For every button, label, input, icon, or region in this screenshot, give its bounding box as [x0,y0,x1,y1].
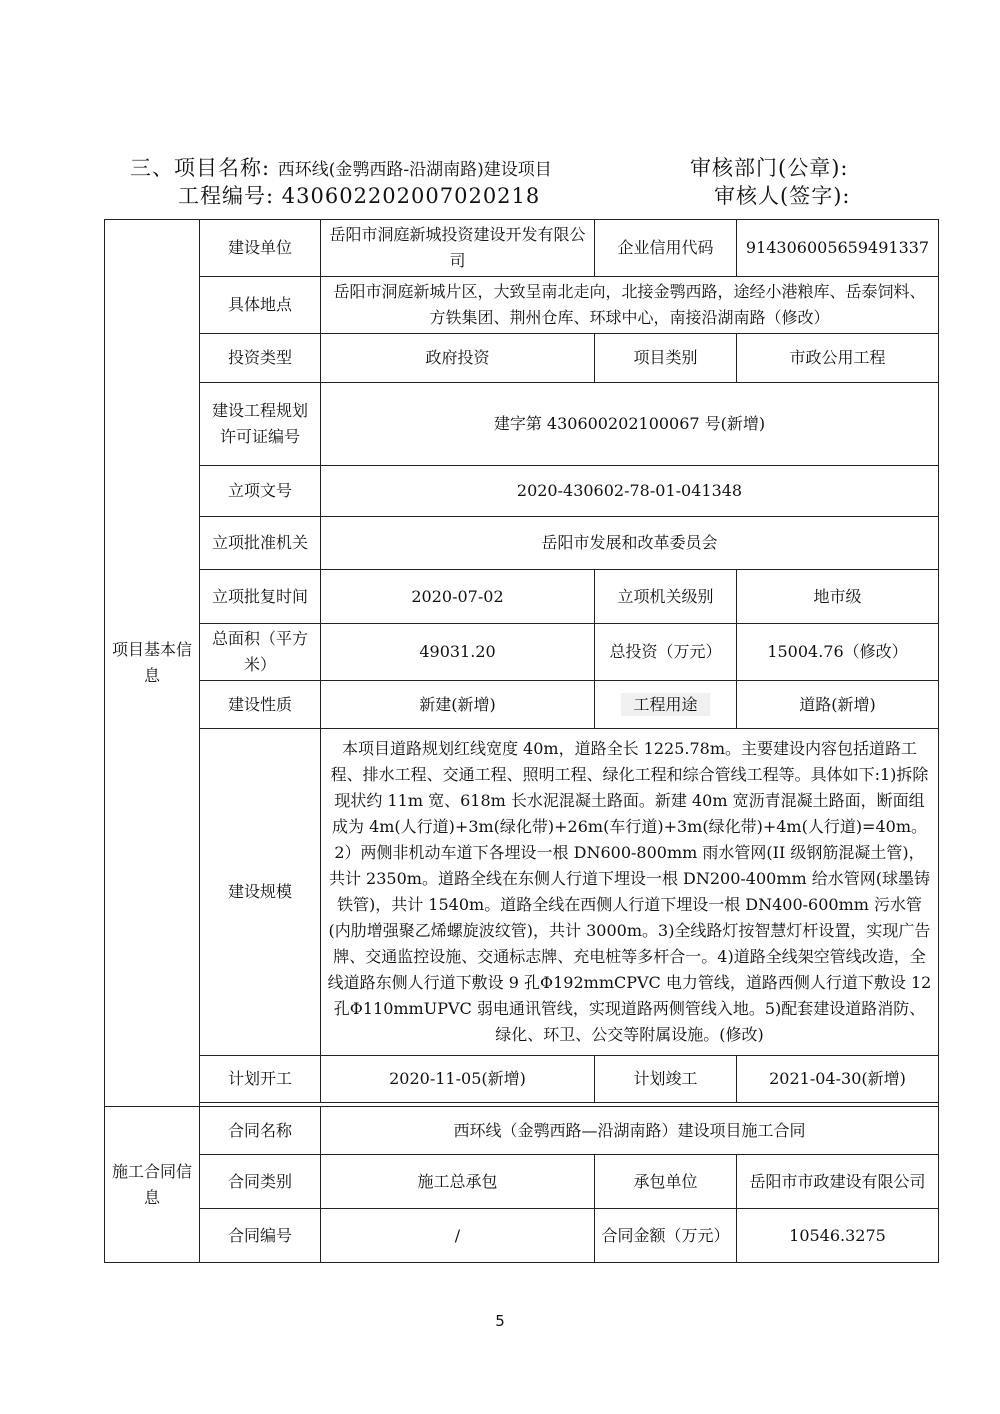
approval-org-label: 立项批准机关 [200,517,321,570]
approval-org-value: 岳阳市发展和改革委员会 [321,517,939,570]
category-value: 市政公用工程 [737,334,939,383]
audit-dept-label: 审核部门(公章): [690,156,849,180]
contractor-label: 承包单位 [595,1155,737,1209]
table-row [105,1107,939,1155]
project-name-line [130,152,552,182]
contractor-value: 岳阳市市政建设有限公司 [737,1155,939,1209]
total-invest-value: 15004.76（修改） [737,624,939,681]
contract-type-value: 施工总承包 [321,1155,595,1209]
page-number: 5 [495,1312,505,1330]
invest-type-label: 投资类型 [200,334,321,383]
start-label: 计划开工 [200,1056,321,1103]
basic-info-group-label: 项目基本信息 [105,220,200,1107]
table-row [105,624,939,681]
table-row [105,681,939,729]
usage-value: 道路(新增) [737,681,939,729]
end-value: 2021-04-30(新增) [737,1056,939,1103]
location-label: 具体地点 [200,277,321,334]
contract-no-label: 合同编号 [200,1209,321,1263]
contract-group-label: 施工合同信息 [105,1107,200,1263]
scale-value: 本项目道路规划红线宽度 40m，道路全长 1225.78m。主要建设内容包括道路工程、排水工程、交通工程、照明工程、绿化工程和综合管线工程等。具体如下:1)拆除现状约 11m 宽、618m 长水泥混凝土路面。新建 40m 宽沥青混凝土路面，断面组成为 4m(人行道)+3m(绿化带)+26m(车行道)+3m(绿化带)+4m(人行道)=40m。2）两侧非机动车道下各埋设一根 DN600-800mm 雨水管网(II 级钢筋混凝土管)，共计 2350m。道路全线在东侧人行道下埋设一根 DN200-400mm 给水管网(球墨铸铁管)，共计 1540m。道路全线在西侧人行道下埋设一根 DN400-600mm 污水管(内肋增强聚乙烯螺旋波纹管)，共计 3000m。3)全线路灯按智慧灯杆设置，实现广告牌、交通监控设施、交通标志牌、充电桩等多杆合一。4)道路全线架空管线改造，全线道路东侧人行道下敷设 9 孔Φ192mmCPVC 电力管线，道路西侧人行道下敷设 12 孔Φ110mmUPVC 弱电通讯管线，实现道路两侧管线入地。5)配套建设道路消防、绿化、环卫、公交等附属设施。(修改) [321,729,939,1056]
permit-label: 建设工程规划许可证编号 [200,383,321,466]
unit-value: 岳阳市洞庭新城投资建设开发有限公司 [321,220,595,277]
table-row [105,334,939,383]
project-name-value: 西环线(金鹗西路-沿湖南路)建设项目 [277,160,552,180]
contract-no-value: / [321,1209,595,1263]
table-row [105,729,939,1056]
table-row [105,277,939,334]
table-row [105,466,939,517]
nature-value: 新建(新增) [321,681,595,729]
contract-amount-value: 10546.3275 [737,1209,939,1263]
permit-value: 建字第 430600202100067 号(新增) [321,383,939,466]
start-value: 2020-11-05(新增) [321,1056,595,1103]
approval-date-label: 立项批复时间 [200,570,321,624]
approval-no-value: 2020-430602-78-01-041348 [321,466,939,517]
contract-amount-label: 合同金额（万元） [595,1209,737,1263]
approval-date-value: 2020-07-02 [321,570,595,624]
contract-name-label: 合同名称 [200,1107,321,1155]
table-row [105,1209,939,1263]
scale-label: 建设规模 [200,729,321,1056]
invest-type-value: 政府投资 [321,334,595,383]
usage-label-cell [595,681,737,729]
project-code-line [178,180,540,210]
project-code-label: 工程编号: [178,184,275,208]
table-row [105,1056,939,1103]
table-row [105,383,939,466]
table-row [105,1155,939,1209]
reviewer-label: 审核人(签字): [714,184,851,208]
table-row [105,570,939,624]
usage-label: 工程用途 [621,693,709,716]
credit-code-label: 企业信用代码 [595,220,737,277]
nature-label: 建设性质 [200,681,321,729]
area-label: 总面积（平方米） [200,624,321,681]
table-row [105,220,939,277]
project-code-value: 430602202007020218 [281,184,541,208]
location-value: 岳阳市洞庭新城片区，大致呈南北走向，北接金鹗西路，途经小港粮库、岳泰饲料、方铁集团、荆州仓库、环球中心，南接沿湖南路（修改） [321,277,939,334]
contract-type-label: 合同类别 [200,1155,321,1209]
project-info-table [104,219,939,1263]
table-row [105,517,939,570]
org-level-value: 地市级 [737,570,939,624]
approval-no-label: 立项文号 [200,466,321,517]
credit-code-value: 914306005659491337 [737,220,939,277]
project-name-label: 三、项目名称: [130,156,271,180]
org-level-label: 立项机关级别 [595,570,737,624]
total-invest-label: 总投资（万元） [595,624,737,681]
contract-name-value: 西环线（金鹗西路—沿湖南路）建设项目施工合同 [321,1107,939,1155]
area-value: 49031.20 [321,624,595,681]
category-label: 项目类别 [595,334,737,383]
unit-label: 建设单位 [200,220,321,277]
end-label: 计划竣工 [595,1056,737,1103]
